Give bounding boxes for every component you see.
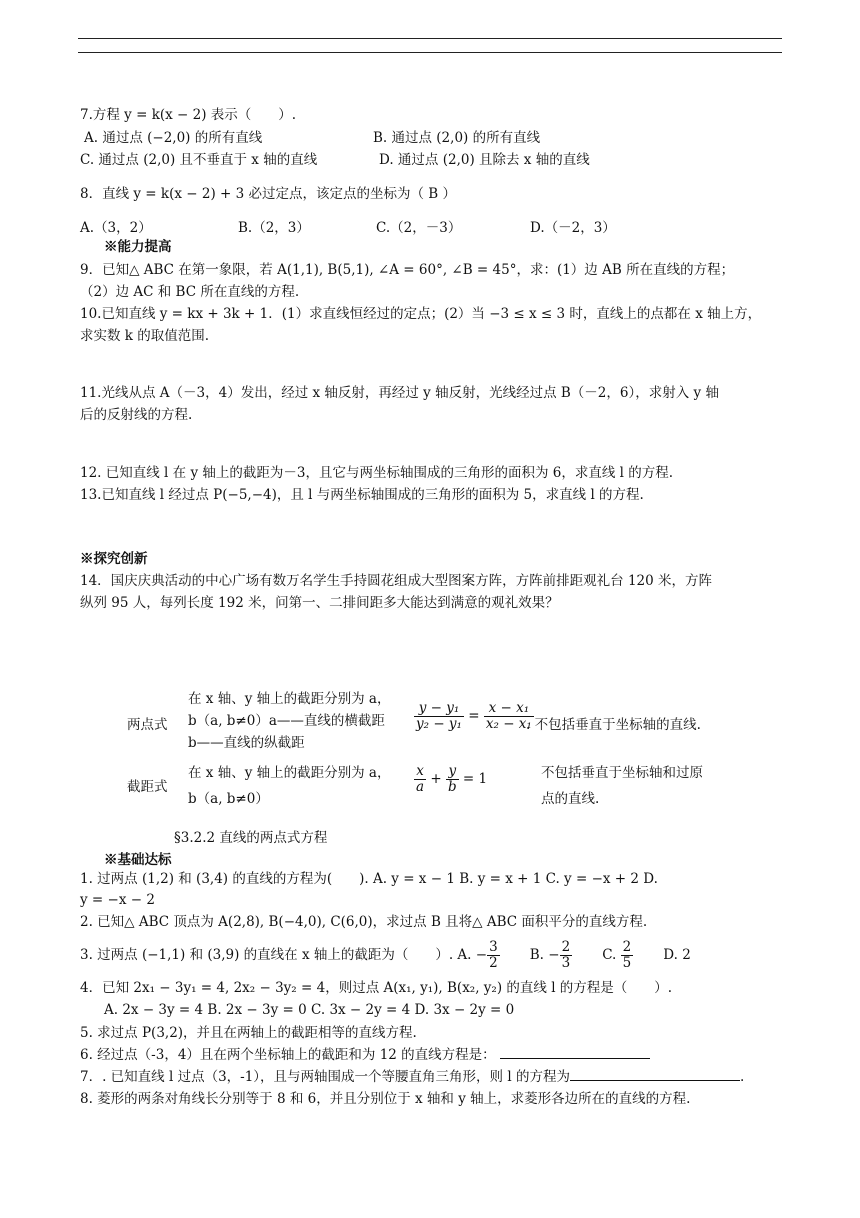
q11-line2: 后的反射线的方程. <box>80 407 193 423</box>
intercept-plus: + <box>430 771 442 787</box>
q8-option-d: D.（－2，3） <box>530 220 616 236</box>
two-point-note: . 不包括垂直于坐标轴的直线. <box>526 717 701 733</box>
q10-line1: 10.已知直线 y = kx + 3k + 1．(1）求直线恒经过的定点；(2）当 −3 ≤ x ≤ 3 时，直线上的点都在 x 轴上方， <box>80 306 762 322</box>
q7-option-b: B. 通过点 (2,0) 的所有直线 <box>373 130 541 146</box>
b7-period: . <box>739 1069 745 1085</box>
q8-option-b: B.（2，3） <box>238 220 310 236</box>
b7-text: 7．. 已知直线 l 过点（3，-1），且与两轴围成一个等腰直角三角形，则 l 的方程为 <box>80 1069 570 1085</box>
section-explore: ※探究创新 <box>80 551 148 567</box>
q7-option-d: D. 通过点 (2,0) 且除去 x 轴的直线 <box>379 152 590 168</box>
q9-line1: 9．已知△ ABC 在第一象限，若 A(1,1), B(5,1), ∠A = 60°, ∠B = 45°，求：(1）边 AB 所在直线的方程； <box>80 262 735 278</box>
q12: 12. 已知直线 l 在 y 轴上的截距为－3，且它与两坐标轴围成的三角形的面积为 6，求直线 l 的方程. <box>80 465 674 481</box>
section-ability: ※能力提高 <box>104 239 172 255</box>
b6 <box>80 1046 650 1064</box>
q14-line2: 纵列 95 人，每列长度 192 米，问第一、二排间距多大能达到满意的观礼效果？ <box>80 595 559 611</box>
b6-answer-blank[interactable] <box>500 1046 650 1059</box>
intercept-note-1: 不包括垂直于坐标轴和过原 <box>541 765 703 781</box>
b1-line2: y = −x − 2 <box>80 892 155 908</box>
q9-line2: （2）边 AC 和 BC 所在直线的方程. <box>80 284 300 300</box>
intercept-desc-2: b（a, b≠0） <box>188 791 269 807</box>
b5: 5. 求过点 P(3,2)，并且在两轴上的截距相等的直线方程. <box>80 1025 417 1041</box>
b3-a-minus: − <box>475 947 488 963</box>
b6-text: 6. 经过点（-3，4）且在两个坐标轴上的截距和为 12 的直线方程是： <box>80 1047 496 1063</box>
two-point-desc-1: 在 x 轴、y 轴上的截距分别为 a， <box>188 691 391 707</box>
b7-answer-blank[interactable] <box>570 1068 740 1081</box>
b3-d-option: D. 2 <box>663 947 691 963</box>
b3-b-frac: $\frac{2}{3}$ <box>561 939 571 971</box>
two-point-frac-right: $\frac{\text{x − x₁}}{\text{x₂ − x₁}}$ <box>485 700 532 732</box>
b3-c-frac: $\frac{2}{5}$ <box>622 939 632 971</box>
b4-line2: A. 2x − 3y = 4 B. 2x − 3y = 0 C. 3x − 2y = 4 D. 3x − 2y = 0 <box>104 1002 515 1018</box>
q8-option-c: C.（2，－3） <box>376 220 462 236</box>
header-rule-top <box>78 38 782 39</box>
two-point-desc-3: b——直线的纵截距 <box>188 735 305 751</box>
b3-b-minus: − <box>548 947 560 963</box>
b8: 8. 菱形的两条对角线长分别等于 8 和 6，并且分别位于 x 轴和 y 轴上，求菱形各边所在的直线的方程. <box>80 1091 691 1107</box>
two-point-equals: = <box>468 708 480 724</box>
b3-stem: 3. 过两点 (−1,1) 和 (3,9) 的直线在 x 轴上的截距为（ ）. A. <box>80 947 472 963</box>
intercept-frac-y: $\frac{y}{b}$ <box>447 763 457 795</box>
intercept-desc-1: 在 x 轴、y 轴上的截距分别为 a， <box>188 765 391 781</box>
b3-c-label: C. <box>602 947 617 963</box>
two-point-desc-2: b（a, b≠0）a——直线的横截距 <box>188 713 385 729</box>
q11-line1: 11.光线从点 A（－3，4）发出，经过 x 轴反射，再经过 y 轴反射，光线经过点 B（－2，6），求射入 y 轴 <box>80 385 719 401</box>
b3-a-frac: $\frac{3}{2}$ <box>489 939 498 971</box>
intercept-formula <box>414 763 487 795</box>
header-rule-bottom <box>78 52 782 53</box>
intercept-form-name: 截距式 <box>127 779 168 795</box>
intercept-note-2: 点的直线. <box>541 791 600 807</box>
q8-option-a: A.（3，2） <box>80 220 152 236</box>
section-title: §3.2.2 直线的两点式方程 <box>174 830 328 846</box>
q10-line2: 求实数 k 的取值范围. <box>80 328 210 344</box>
b4-line1: 4．已知 2x₁ − 3y₁ = 4, 2x₂ − 3y₂ = 4，则过点 A(x₁, y₁), B(x₂, y₂) 的直线 l 的方程是（ ）. <box>80 980 673 996</box>
q13: 13.已知直线 l 经过点 P(−5,−4)，且 l 与两坐标轴围成的三角形的面积为 5，求直线 l 的方程. <box>80 487 644 503</box>
q7-option-a: A. 通过点 (−2,0) 的所有直线 <box>84 130 263 146</box>
q7-option-c: C. 通过点 (2,0) 且不垂直于 x 轴的直线 <box>80 152 318 168</box>
two-point-form-name: 两点式 <box>127 717 168 733</box>
b3 <box>80 938 691 972</box>
q8-stem: 8．直线 y = k(x − 2) + 3 必过定点，该定点的坐标为（ B ） <box>80 186 456 202</box>
q14-line1: 14．国庆庆典活动的中心广场有数万名学生手持圆花组成大型图案方阵，方阵前排距观礼台 120 米，方阵 <box>80 573 713 589</box>
two-point-formula <box>414 700 534 732</box>
intercept-frac-x: $\frac{x}{a}$ <box>416 763 425 795</box>
b3-b-label: B. <box>529 947 544 963</box>
section-basic: ※基础达标 <box>104 852 172 868</box>
intercept-rhs: = 1 <box>462 771 488 787</box>
b1-line1: 1. 过两点 (1,2) 和 (3,4) 的直线的方程为( ). A. y = x − 1 B. y = x + 1 C. y = −x + 2 D. <box>80 871 658 887</box>
two-point-frac-left: $\frac{\text{y − y₁}}{\text{y₂ − y₁}}$ <box>416 700 462 732</box>
b7 <box>80 1068 744 1086</box>
q7-stem: 7.方程 y = k(x − 2) 表示（ ）. <box>80 107 297 123</box>
b2: 2. 已知△ ABC 顶点为 A(2,8), B(−4,0), C(6,0)，求过点 B 且将△ ABC 面积平分的直线方程. <box>80 914 648 930</box>
